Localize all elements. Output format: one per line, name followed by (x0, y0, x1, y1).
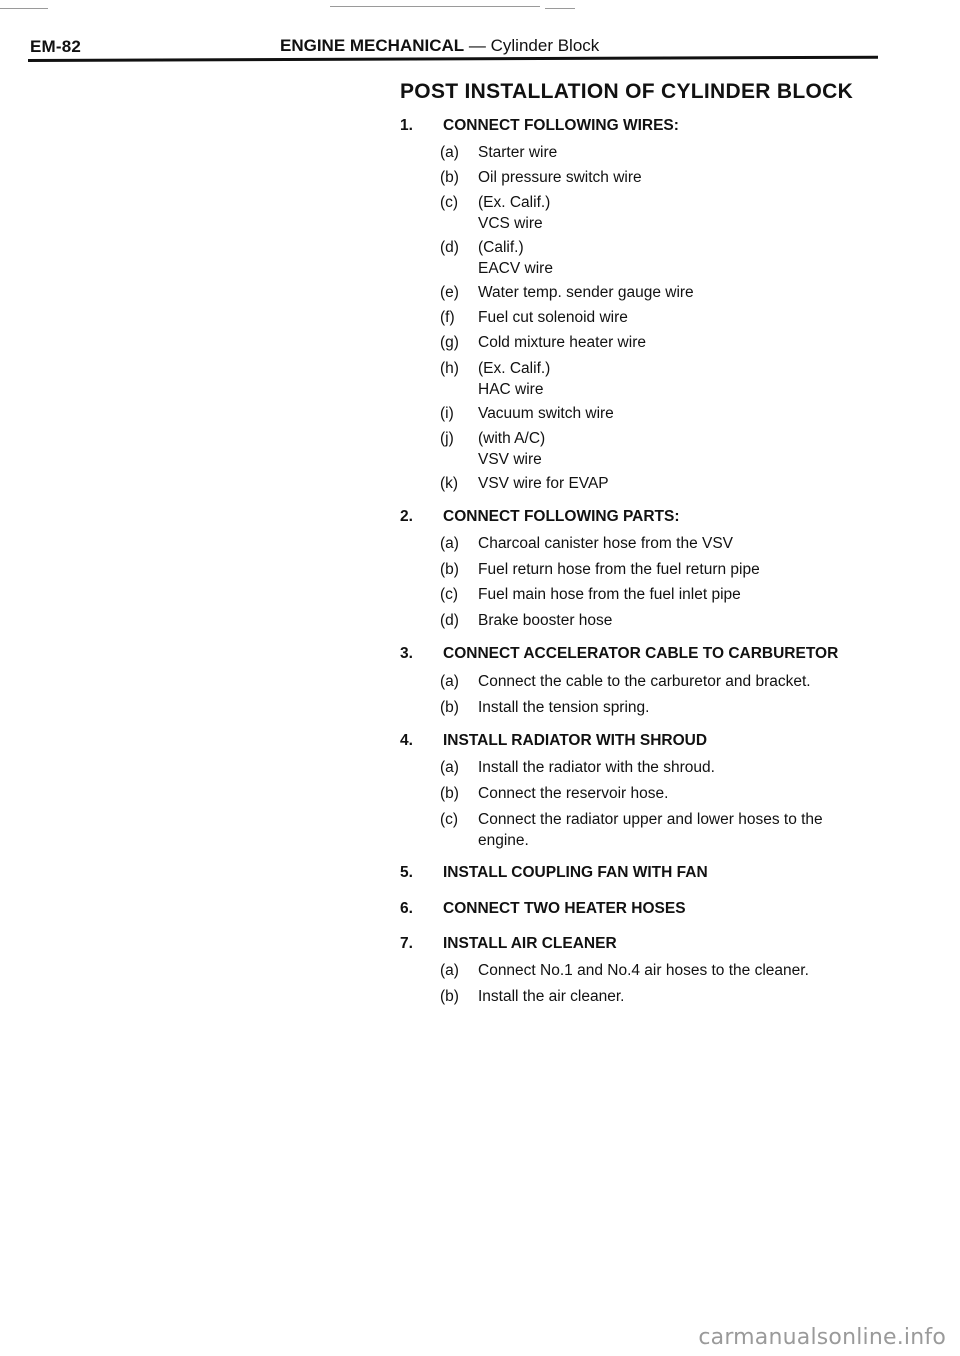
scan-artifact-line (0, 8, 48, 9)
scan-artifact-line (545, 8, 575, 9)
step-title: CONNECT ACCELERATOR CABLE TO CARBURETOR (443, 645, 839, 662)
header-subsection: Cylinder Block (490, 36, 600, 55)
step-heading-4 (400, 732, 707, 750)
step-heading-7 (400, 935, 617, 953)
item-text: Vacuum switch wire (478, 405, 614, 422)
item-text: Install the tension spring. (478, 699, 650, 716)
item-letter: (c) (440, 586, 459, 603)
step-number: 5. (400, 864, 413, 881)
item-letter: (k) (440, 475, 459, 492)
item-letter: (a) (440, 144, 459, 161)
item-letter: (a) (440, 759, 459, 776)
header-rule (28, 56, 878, 62)
item-letter: (j) (440, 430, 454, 447)
item-letter: (a) (440, 962, 459, 979)
item-text: Fuel main hose from the fuel inlet pipe (478, 586, 741, 603)
step-heading-5 (400, 864, 708, 882)
item-text: Charcoal canister hose from the VSV (478, 535, 734, 552)
header-section: ENGINE MECHANICAL (280, 36, 465, 55)
item-letter: (h) (440, 360, 459, 377)
header-separator: — (464, 36, 491, 55)
item-letter: (b) (440, 785, 459, 802)
step-number: 3. (400, 645, 413, 662)
step-number: 2. (400, 508, 413, 525)
page-title: POST INSTALLATION OF CYLINDER BLOCK (400, 80, 854, 103)
item-letter: (i) (440, 405, 454, 422)
page-number: EM-82 (30, 37, 82, 56)
item-text: (Calif.) (478, 239, 524, 256)
item-letter: (f) (440, 309, 455, 326)
item-letter: (b) (440, 561, 459, 578)
watermark: carmanualsonline.info (698, 1325, 946, 1350)
item-text: Connect the radiator upper and lower hoses to the (478, 811, 823, 828)
item-text-line2: HAC wire (478, 381, 544, 398)
step-number: 6. (400, 900, 413, 917)
item-letter: (c) (440, 194, 459, 211)
step-number: 1. (400, 117, 413, 134)
item-letter: (c) (440, 811, 459, 828)
item-letter: (d) (440, 612, 459, 629)
step-title: CONNECT TWO HEATER HOSES (443, 900, 686, 917)
item-letter: (e) (440, 284, 459, 301)
step-heading-6 (400, 900, 686, 918)
item-letter: (d) (440, 239, 459, 256)
step-heading-2 (400, 508, 680, 526)
item-letter: (b) (440, 988, 459, 1005)
item-text-line2: VCS wire (478, 215, 543, 232)
item-text: (Ex. Calif.) (478, 360, 551, 377)
item-text: Install the radiator with the shroud. (478, 759, 715, 776)
page-header (280, 36, 599, 56)
item-text: Brake booster hose (478, 612, 613, 629)
step-number: 7. (400, 935, 413, 952)
scan-artifact-line (330, 6, 540, 7)
item-text: (with A/C) (478, 430, 546, 447)
item-text: (Ex. Calif.) (478, 194, 551, 211)
item-text: Connect the cable to the carburetor and bracket. (478, 673, 811, 690)
item-letter: (b) (440, 699, 459, 716)
item-text: Water temp. sender gauge wire (478, 284, 694, 301)
step-title: CONNECT FOLLOWING WIRES: (443, 117, 679, 134)
item-text: Oil pressure switch wire (478, 169, 642, 186)
item-letter: (a) (440, 673, 459, 690)
item-text-line2: EACV wire (478, 260, 553, 277)
step-title: INSTALL AIR CLEANER (443, 935, 617, 952)
item-letter: (a) (440, 535, 459, 552)
step-number: 4. (400, 732, 413, 749)
item-text: Cold mixture heater wire (478, 334, 646, 351)
item-text: Fuel cut solenoid wire (478, 309, 628, 326)
item-letter: (g) (440, 334, 459, 351)
step-heading-1 (400, 117, 679, 135)
item-text: Fuel return hose from the fuel return pipe (478, 561, 760, 578)
step-title: CONNECT FOLLOWING PARTS: (443, 508, 680, 525)
step-title: INSTALL COUPLING FAN WITH FAN (443, 864, 708, 881)
step-heading-3 (400, 645, 838, 663)
item-text: Connect the reservoir hose. (478, 785, 669, 802)
step-title: INSTALL RADIATOR WITH SHROUD (443, 732, 708, 749)
item-text: VSV wire for EVAP (478, 475, 609, 492)
item-text-line2: engine. (478, 832, 529, 849)
item-text: Install the air cleaner. (478, 988, 625, 1005)
item-text: Connect No.1 and No.4 air hoses to the cleaner. (478, 962, 809, 979)
item-letter: (b) (440, 169, 459, 186)
item-text-line2: VSV wire (478, 451, 542, 468)
item-text: Starter wire (478, 144, 558, 161)
